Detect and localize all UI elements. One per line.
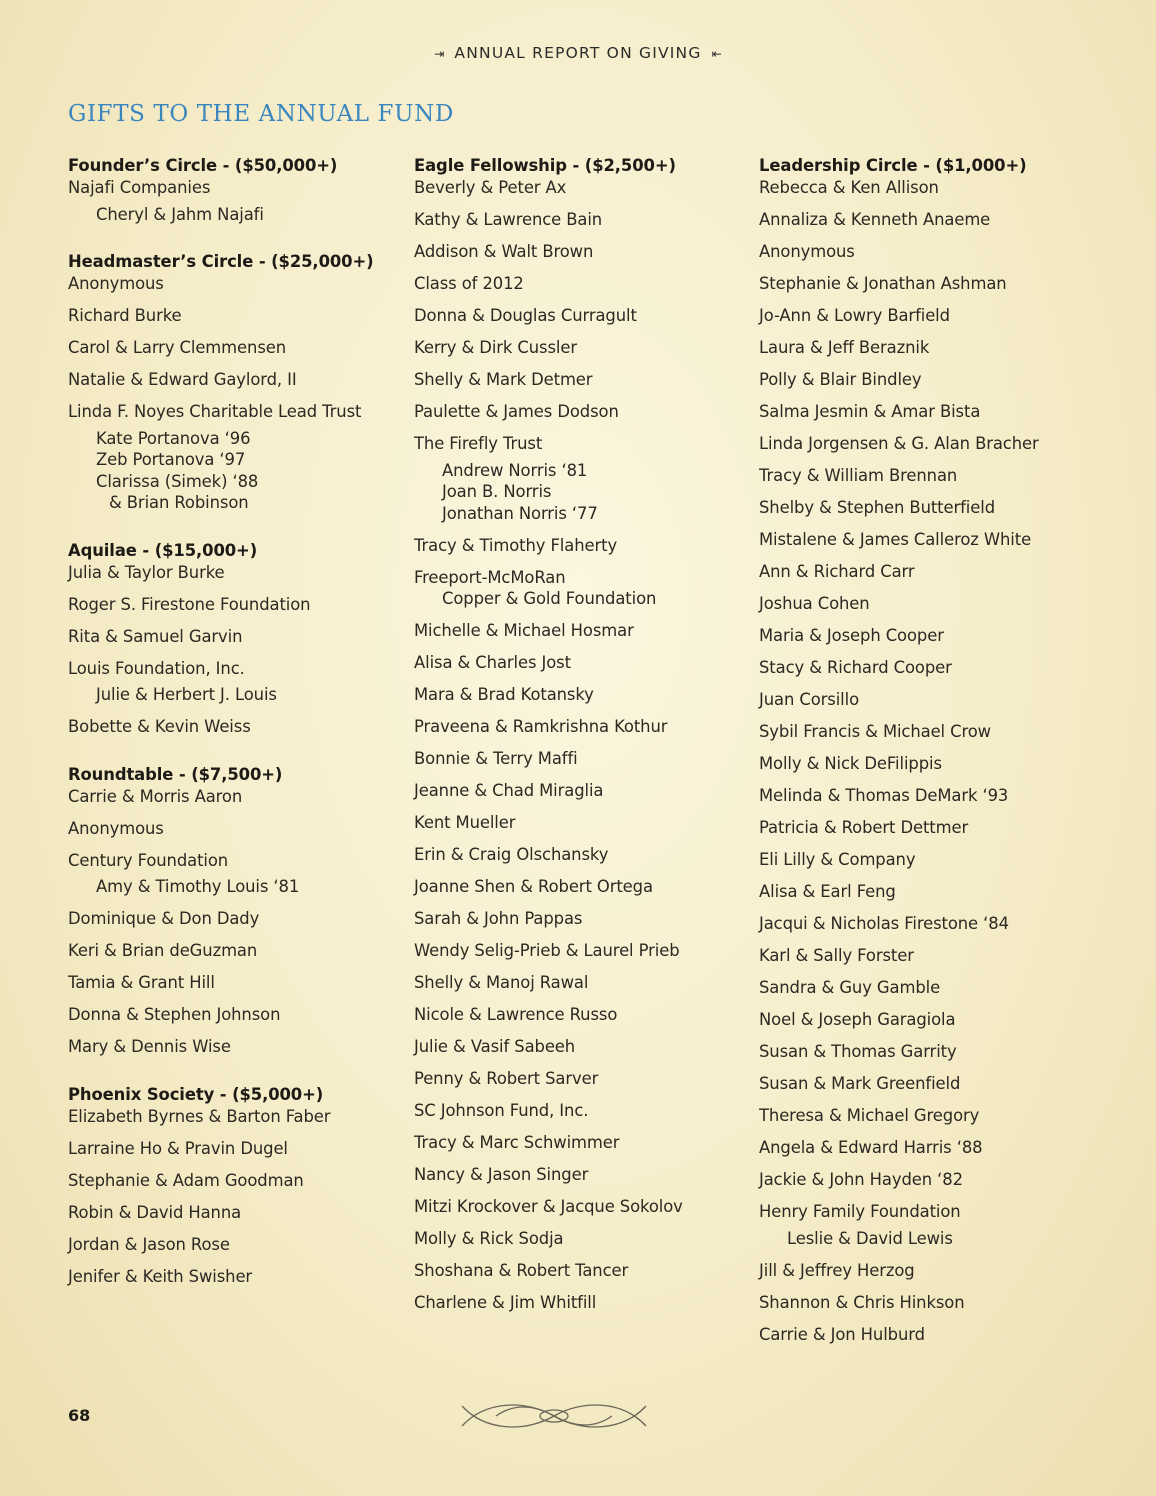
donor-entry — [414, 1164, 744, 1186]
giving-level-heading: Roundtable - ($7,500+) — [68, 764, 283, 784]
donor-entry — [414, 401, 744, 423]
donor-entry — [414, 812, 744, 834]
donor-entry — [414, 369, 744, 391]
donor-name: Natalie & Edward Gaylord, II — [68, 370, 297, 389]
column-1 — [68, 155, 398, 1313]
donor-name: Shoshana & Robert Tancer — [414, 1261, 629, 1280]
donor-name: Kent Mueller — [414, 813, 516, 832]
donor-name: Jo-Ann & Lowry Barfield — [759, 306, 950, 325]
donor-entry — [759, 1137, 1099, 1159]
donor-entry — [414, 748, 744, 770]
donor-entry — [414, 876, 744, 898]
donor-entry — [414, 1228, 744, 1250]
donor-entry — [68, 716, 398, 738]
donor-name: Angela & Edward Harris ‘88 — [759, 1138, 983, 1157]
donor-entry — [68, 594, 398, 616]
donor-name: Melinda & Thomas DeMark ‘93 — [759, 786, 1009, 805]
giving-level-section — [68, 251, 398, 514]
donor-name: Addison & Walt Brown — [414, 242, 594, 261]
donor-entry — [759, 881, 1099, 903]
donor-name: Sybil Francis & Michael Crow — [759, 722, 991, 741]
donor-entry — [759, 241, 1099, 263]
donor-name: Richard Burke — [68, 306, 182, 325]
giving-level-section — [68, 540, 398, 738]
giving-level-heading: Phoenix Society - ($5,000+) — [68, 1084, 324, 1104]
column-3 — [759, 155, 1099, 1371]
donor-sub-name: & Brian Robinson — [109, 493, 249, 512]
donor-entry — [414, 1132, 744, 1154]
donor-name: Jacqui & Nicholas Firestone ‘84 — [759, 914, 1009, 933]
donor-entry — [759, 593, 1099, 615]
donor-entry — [759, 561, 1099, 583]
donor-entry — [759, 689, 1099, 711]
giving-level-section — [68, 1084, 398, 1288]
donor-name: Class of 2012 — [414, 274, 524, 293]
donor-entry — [68, 786, 398, 808]
donor-name: Paulette & James Dodson — [414, 402, 619, 421]
donor-entry — [414, 780, 744, 802]
donor-name: Shelby & Stephen Butterfield — [759, 498, 996, 517]
donor-entry — [68, 177, 398, 225]
donor-name: Alisa & Charles Jost — [414, 653, 571, 672]
right-ornament-icon: ⇤ — [711, 47, 722, 61]
donor-name: Eli Lilly & Company — [759, 850, 916, 869]
donor-name: Sarah & John Pappas — [414, 909, 583, 928]
donor-entry — [68, 337, 398, 359]
donor-name: Larraine Ho & Pravin Dugel — [68, 1138, 288, 1158]
donor-entry — [414, 1068, 744, 1090]
donor-name: Praveena & Ramkrishna Kothur — [414, 717, 668, 736]
donor-entry — [759, 657, 1099, 679]
donor-sub-name: Leslie & David Lewis — [787, 1228, 953, 1248]
donor-list — [68, 1106, 398, 1288]
giving-level-heading: Leadership Circle - ($1,000+) — [759, 156, 1027, 175]
donor-name: Nancy & Jason Singer — [414, 1165, 589, 1184]
donor-entry — [759, 305, 1099, 327]
donor-entry — [759, 945, 1099, 967]
donor-name: Mara & Brad Kotansky — [414, 685, 594, 704]
donor-entry — [759, 1105, 1099, 1127]
donor-sub-name: Andrew Norris ‘81 — [442, 460, 588, 480]
donor-name: Tracy & William Brennan — [759, 466, 958, 485]
donor-entry — [759, 977, 1099, 999]
donor-entry — [759, 1073, 1099, 1095]
donor-name: Henry Family Foundation — [759, 1202, 961, 1221]
donor-name: The Firefly Trust — [414, 434, 543, 453]
donor-entry — [759, 1324, 1099, 1346]
giving-level-section — [68, 155, 398, 225]
donor-list — [759, 177, 1099, 1345]
donor-name: Theresa & Michael Gregory — [759, 1106, 980, 1125]
donor-name: SC Johnson Fund, Inc. — [414, 1101, 589, 1120]
donor-name: Kerry & Dirk Cussler — [414, 338, 578, 357]
donor-entry — [759, 1009, 1099, 1031]
donor-name: Bonnie & Terry Maffi — [414, 749, 578, 768]
donor-entry — [68, 850, 398, 898]
donor-entry — [759, 1041, 1099, 1063]
donor-name: Kathy & Lawrence Bain — [414, 210, 603, 229]
donor-list — [68, 177, 398, 225]
donor-entry — [759, 785, 1099, 807]
donor-entry — [759, 849, 1099, 871]
donor-entry — [414, 1100, 744, 1122]
donor-sub-name: Kate Portanova ‘96 — [96, 428, 251, 448]
donor-name: Mistalene & James Calleroz White — [759, 530, 1032, 549]
donor-entry — [68, 562, 398, 584]
donor-entry — [68, 908, 398, 930]
donor-entry — [759, 1201, 1099, 1249]
donor-entry — [414, 241, 744, 263]
donor-name: Keri & Brian deGuzman — [68, 941, 258, 960]
donor-entry — [414, 716, 744, 738]
donor-name: Bobette & Kevin Weiss — [68, 717, 251, 736]
donor-name: Carrie & Jon Hulburd — [759, 1324, 925, 1344]
donor-entry — [759, 497, 1099, 519]
donor-entry — [414, 209, 744, 231]
donor-entry — [759, 817, 1099, 839]
donor-name: Century Foundation — [68, 850, 229, 870]
donor-entry — [68, 1036, 398, 1058]
donor-name: Laura & Jeff Beraznik — [759, 338, 930, 357]
donor-entry — [68, 1202, 398, 1224]
donor-name: Tracy & Marc Schwimmer — [414, 1133, 620, 1152]
donor-name: Joshua Cohen — [759, 594, 870, 613]
donor-name: Julia & Taylor Burke — [68, 562, 225, 582]
donor-name: Carol & Larry Clemmensen — [68, 338, 287, 357]
donor-entry — [68, 273, 398, 295]
donor-entry — [759, 433, 1099, 455]
donor-name: Louis Foundation, Inc. — [68, 658, 245, 678]
left-ornament-icon: ⇥ — [434, 47, 445, 61]
donor-entry — [414, 940, 744, 962]
donor-entry — [68, 1106, 398, 1128]
giving-level-heading: Headmaster’s Circle - ($25,000+) — [68, 252, 374, 271]
donor-name: Linda Jorgensen & G. Alan Bracher — [759, 434, 1039, 453]
donor-name: Susan & Thomas Garrity — [759, 1042, 957, 1061]
donor-name: Molly & Nick DeFilippis — [759, 754, 942, 773]
donor-name: Nicole & Lawrence Russo — [414, 1005, 618, 1024]
donor-name: Shannon & Chris Hinkson — [759, 1292, 965, 1312]
donor-name: Anonymous — [68, 274, 164, 293]
donor-entry — [68, 1138, 398, 1160]
donor-entry — [414, 535, 744, 557]
donor-entry — [68, 401, 398, 514]
donor-list — [414, 177, 744, 1314]
donor-name: Polly & Blair Bindley — [759, 370, 922, 389]
donor-name: Erin & Craig Olschansky — [414, 845, 609, 864]
donor-name: Mitzi Krockover & Jacque Sokolov — [414, 1197, 683, 1216]
running-header — [0, 44, 1156, 62]
donor-entry — [759, 465, 1099, 487]
donor-sub-name: Amy & Timothy Louis ‘81 — [96, 877, 300, 896]
donor-list — [68, 562, 398, 738]
donor-entry — [759, 401, 1099, 423]
donor-entry — [68, 369, 398, 391]
donor-entry — [414, 1036, 744, 1058]
giving-level-heading: Founder’s Circle - ($50,000+) — [68, 156, 338, 175]
donor-entry — [759, 273, 1099, 295]
donor-entry — [759, 625, 1099, 647]
donor-entry — [414, 433, 744, 524]
donor-sub-name: Joan B. Norris — [442, 482, 552, 501]
donor-name: Penny & Robert Sarver — [414, 1069, 599, 1088]
donor-name: Susan & Mark Greenfield — [759, 1074, 961, 1093]
donor-entry — [759, 913, 1099, 935]
donor-name: Beverly & Peter Ax — [414, 178, 567, 197]
donor-name: Donna & Douglas Curragult — [414, 306, 637, 325]
donor-entry — [414, 1260, 744, 1282]
running-title: ANNUAL REPORT ON GIVING — [454, 44, 702, 62]
donor-name: Rebecca & Ken Allison — [759, 178, 939, 197]
donor-name: Annaliza & Kenneth Anaeme — [759, 210, 991, 229]
donor-name: Dominique & Don Dady — [68, 909, 260, 928]
giving-level-section — [414, 155, 744, 1314]
donor-name: Shelly & Mark Detmer — [414, 370, 593, 389]
donor-name: Jordan & Jason Rose — [68, 1234, 230, 1254]
donor-name: Carrie & Morris Aaron — [68, 786, 243, 806]
donor-entry — [759, 1260, 1099, 1282]
giving-level-heading: Eagle Fellowship - ($2,500+) — [414, 156, 676, 175]
flourish-ornament-icon — [456, 1396, 652, 1436]
donor-name: Tracy & Timothy Flaherty — [414, 535, 618, 555]
donor-entry — [414, 1196, 744, 1218]
donor-entry — [414, 684, 744, 706]
donor-name: Molly & Rick Sodja — [414, 1229, 564, 1248]
donor-name: Elizabeth Byrnes & Barton Faber — [68, 1106, 331, 1126]
donor-name: Salma Jesmin & Amar Bista — [759, 402, 981, 421]
donor-list — [68, 786, 398, 1058]
donor-name: Anonymous — [68, 818, 164, 838]
donor-name: Ann & Richard Carr — [759, 562, 915, 581]
page-title: GIFTS TO THE ANNUAL FUND — [68, 101, 454, 127]
donor-name: Linda F. Noyes Charitable Lead Trust — [68, 402, 362, 421]
donor-entry — [759, 337, 1099, 359]
donor-name: Jenifer & Keith Swisher — [68, 1266, 253, 1286]
donor-name: Noel & Joseph Garagiola — [759, 1010, 956, 1029]
donor-entry — [759, 177, 1099, 199]
donor-entry — [414, 1004, 744, 1026]
donor-entry — [414, 177, 744, 199]
donor-sub-name: Clarissa (Simek) ‘88 — [96, 471, 259, 491]
giving-level-section — [759, 155, 1099, 1345]
donor-entry — [68, 940, 398, 962]
donor-name: Julie & Vasif Sabeeh — [414, 1037, 576, 1056]
donor-name: Robin & David Hanna — [68, 1202, 242, 1222]
donor-entry — [759, 529, 1099, 551]
donor-entry — [68, 818, 398, 840]
donor-sub-name: Julie & Herbert J. Louis — [96, 685, 277, 704]
page-number: 68 — [68, 1406, 91, 1425]
donor-name: Stephanie & Adam Goodman — [68, 1170, 304, 1190]
donor-name: Maria & Joseph Cooper — [759, 626, 944, 645]
donor-entry — [414, 337, 744, 359]
donor-entry — [414, 567, 744, 610]
donor-sub-name: Jonathan Norris ‘77 — [442, 503, 598, 523]
donor-entry — [414, 908, 744, 930]
donor-name: Stacy & Richard Cooper — [759, 658, 952, 677]
donor-name: Joanne Shen & Robert Ortega — [414, 877, 653, 896]
donor-name: Jeanne & Chad Miraglia — [414, 781, 604, 800]
donor-entry — [68, 1234, 398, 1256]
donor-name: Patricia & Robert Dettmer — [759, 818, 969, 837]
donor-name: Sandra & Guy Gamble — [759, 978, 941, 997]
donor-sub-name: Copper & Gold Foundation — [442, 589, 657, 608]
donor-list — [68, 273, 398, 514]
donor-entry — [68, 1266, 398, 1288]
donor-name: Shelly & Manoj Rawal — [414, 973, 589, 992]
donor-name: Donna & Stephen Johnson — [68, 1005, 281, 1024]
donor-entry — [414, 305, 744, 327]
donor-name: Jackie & John Hayden ‘82 — [759, 1170, 963, 1189]
donor-name: Jill & Jeffrey Herzog — [759, 1260, 915, 1280]
donor-sub-name: Zeb Portanova ‘97 — [96, 450, 246, 469]
donor-entry — [68, 626, 398, 648]
donor-entry — [759, 1169, 1099, 1191]
donor-entry — [414, 844, 744, 866]
donor-entry — [414, 1292, 744, 1314]
donor-entry — [414, 273, 744, 295]
donor-entry — [414, 652, 744, 674]
donor-name: Stephanie & Jonathan Ashman — [759, 274, 1007, 293]
donor-name: Freeport-McMoRan — [414, 567, 566, 587]
donor-entry — [759, 721, 1099, 743]
donor-entry — [414, 972, 744, 994]
donor-name: Mary & Dennis Wise — [68, 1037, 231, 1056]
giving-level-heading: Aquilae - ($15,000+) — [68, 540, 258, 560]
donor-name: Juan Corsillo — [759, 690, 860, 709]
donor-entry — [68, 305, 398, 327]
donor-name: Tamia & Grant Hill — [68, 973, 215, 992]
donor-entry — [414, 620, 744, 642]
donor-name: Wendy Selig-Prieb & Laurel Prieb — [414, 941, 680, 960]
donor-entry — [68, 1004, 398, 1026]
donor-name: Roger S. Firestone Foundation — [68, 594, 311, 614]
giving-level-section — [68, 764, 398, 1058]
donor-name: Anonymous — [759, 242, 855, 261]
donor-sub-name: Cheryl & Jahm Najafi — [96, 204, 264, 224]
donor-name: Charlene & Jim Whitfill — [414, 1293, 597, 1312]
donor-entry — [759, 209, 1099, 231]
donor-entry — [759, 1292, 1099, 1314]
donor-name: Michelle & Michael Hosmar — [414, 621, 634, 640]
donor-name: Alisa & Earl Feng — [759, 882, 896, 901]
donor-entry — [759, 753, 1099, 775]
donor-entry — [759, 369, 1099, 391]
donor-entry — [68, 972, 398, 994]
column-2 — [414, 155, 744, 1340]
donor-entry — [68, 658, 398, 706]
donor-name: Najafi Companies — [68, 178, 211, 197]
donor-name: Rita & Samuel Garvin — [68, 626, 243, 646]
donor-name: Karl & Sally Forster — [759, 946, 914, 965]
donor-entry — [68, 1170, 398, 1192]
